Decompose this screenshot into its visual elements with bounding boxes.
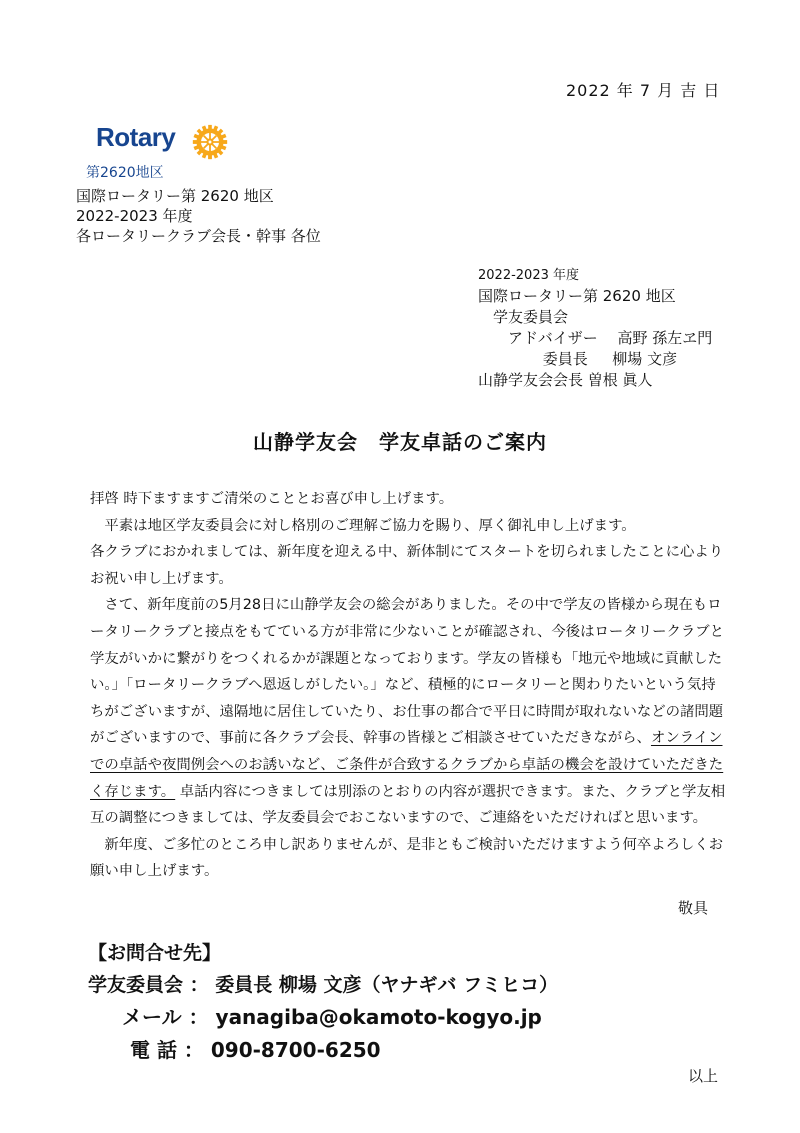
rotary-logo <box>86 120 232 181</box>
sender-line: 国際ロータリー第 2620 地区 <box>478 287 676 305</box>
body-paragraph: 新年度、ご多忙のところ申し訳ありませんが、是非ともご検討いただけますよう何卒よろしくお願い申し上げます。 <box>90 836 724 880</box>
body-paragraph <box>90 592 730 831</box>
recipient-line: 国際ロータリー第 2620 地区 <box>76 187 274 205</box>
closing-word: 敬具 <box>678 899 709 917</box>
sender-line: 2022-2023 年度 <box>478 268 579 283</box>
contact-heading: 【お問合せ先】 <box>88 942 222 964</box>
sender-line: 学友委員会 <box>478 308 569 326</box>
underlined-text: オンラインでの卓話や夜間例会へのお誘いなど、ご条件が合致するクラブから卓話の機会を設けていただきたく存じます。 <box>90 730 724 800</box>
recipient-line: 各ロータリークラブ会長・幹事 各位 <box>76 227 321 245</box>
document-date: 2022 年 7 月 吉 日 <box>566 81 721 100</box>
contact-mail: メール ： yanagiba@okamoto-kogyo.jp <box>122 1005 542 1029</box>
rotary-wheel-icon <box>192 124 228 160</box>
logo-wordmark: Rotary <box>96 122 176 152</box>
body-paragraph: 各クラブにおかれましては、新年度を迎える中、新体制にてスタートを切られましたことに心よりお祝い申し上げます。 <box>90 544 724 587</box>
logo-district: 第2620地区 <box>86 165 164 181</box>
recipient-block <box>76 186 321 246</box>
body-paragraph: 拝啓 時下ますますご清栄のこととお喜び申し上げます。 <box>90 491 454 507</box>
contact-committee: 学友委員会 ： 委員長 柳場 文彦（ヤナギバ フミヒコ） <box>88 974 559 996</box>
body-text: さて、新年度前の5月28日に山静学友会の総会がありました。その中で学友の皆様から現在もロータリークラブと接点をもてている方が非常に少ないことが確認され、今後はロータリークラブと学友がいかに繋がりをつくれるかが課題となっております。学友の皆様も「地元や地域に貢献したい。」「ロータリークラブへ恩返しがしたい。」など、積極的にロータリーと関わりたいという気持ちがございますが、遠隔地に居住していたり、お仕事の都合で平日に時間が取れないなどの諸問題がございますので、事前に各クラブ会長、幹事の皆様とご相談させていただきながら、 <box>90 597 725 747</box>
sender-block <box>478 265 712 391</box>
document-title: 山静学友会 学友卓話のご案内 <box>253 430 547 454</box>
contact-phone: 電 話 ： 090-8700-6250 <box>130 1038 381 1062</box>
body-paragraph: 平素は地区学友委員会に対し格別のご理解ご協力を賜り、厚く御礼申し上げます。 <box>104 517 636 534</box>
sender-line: 委員長 柳場 文彦 <box>478 350 678 368</box>
sender-line: 山静学友会会長 曽根 眞人 <box>478 371 653 389</box>
end-word: 以上 <box>688 1067 719 1085</box>
recipient-line: 2022-2023 年度 <box>76 207 193 225</box>
sender-line: アドバイザー 高野 孫左ヱ門 <box>478 329 713 347</box>
body-text: 卓話内容につきましては別添のとおりの内容が選択できます。また、クラブと学友相互の調整につきましては、学友委員会でおこないますので、ご連絡をいただければと思います。 <box>90 783 726 827</box>
letter-body <box>90 486 730 885</box>
